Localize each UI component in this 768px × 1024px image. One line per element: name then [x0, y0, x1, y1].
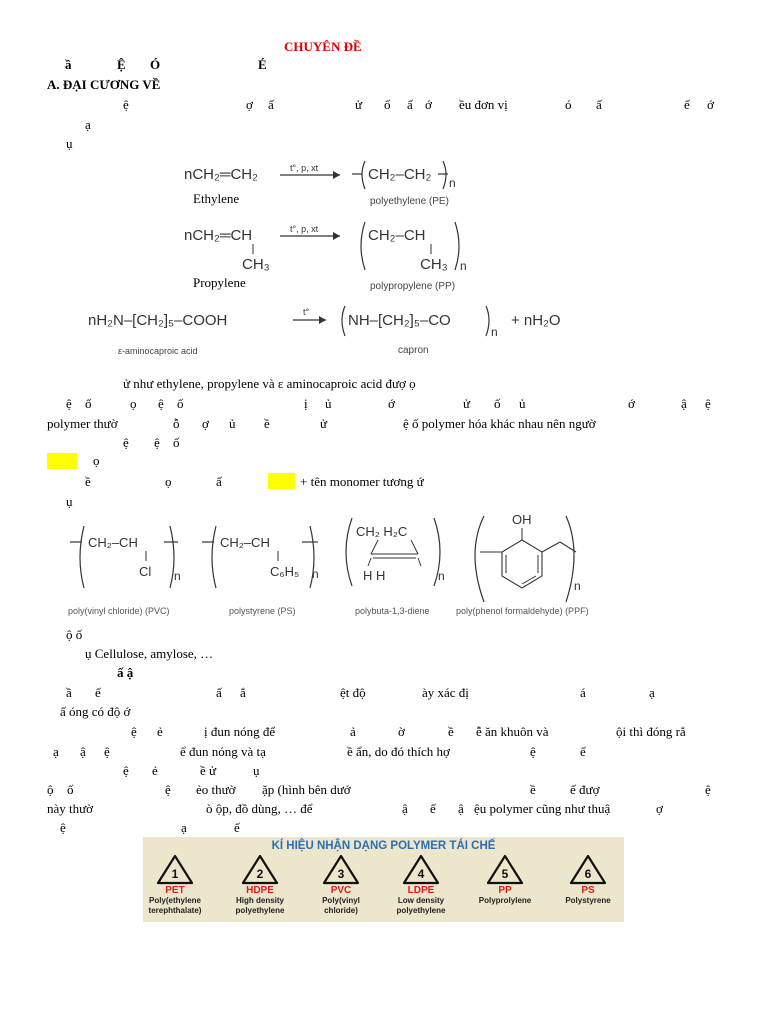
recycle-triangle-icon: [548, 852, 628, 888]
product-name: polyethylene (PE): [370, 196, 449, 207]
svg-text:n: n: [312, 567, 319, 581]
paragraph-fragment: ớ: [388, 396, 395, 411]
structure-main: CH₂–CH: [88, 535, 138, 550]
svg-text:n: n: [438, 569, 445, 583]
product-name: capron: [398, 345, 429, 356]
reaction-condition: t°, p, xt: [290, 224, 319, 234]
prop-fragment: ễ ăn khuôn và: [476, 724, 549, 739]
naming-fragment: ọ: [165, 474, 172, 489]
subtitle-fragment: Ó: [150, 57, 161, 72]
prop-fragment: ụ: [253, 763, 260, 778]
panel-title: KÍ HIỆU NHẬN DẠNG POLYMER TÁI CHẾ: [271, 840, 496, 852]
product-name: polypropylene (PP): [370, 281, 456, 292]
arrow-head: [319, 316, 326, 324]
prop-fragment: ệ: [104, 744, 110, 759]
subtitle-fragment: ầ: [65, 57, 72, 72]
paragraph-fragment: ủ: [229, 416, 236, 431]
byproduct-formula: + nH₂O: [511, 312, 561, 329]
prop-fragment: ệ: [705, 782, 711, 797]
structure-main: CH₂ H₂C: [356, 524, 408, 539]
prop-fragment: ề: [530, 782, 536, 797]
naming-example: ụ: [66, 494, 73, 509]
paragraph-fragment: ề: [264, 416, 270, 431]
recycle-triangle-icon: [465, 852, 545, 888]
prop-fragment: ế: [580, 744, 586, 759]
prop-fragment: ờ: [398, 724, 405, 739]
recycle-desc: Polyprolylene: [478, 896, 532, 905]
paren-left: [342, 306, 345, 336]
paragraph-fragment: ệ: [158, 396, 164, 411]
recycle-code-pvc: [301, 852, 381, 922]
prop-fragment: ậ: [402, 801, 408, 816]
prop-fragment: ậ: [80, 744, 86, 759]
structure-polybutadiene: [346, 518, 445, 586]
naming-fragment: ấ: [216, 474, 222, 489]
prop-fragment: ề ử: [200, 763, 217, 778]
intro-fragment: ều đơn vị: [459, 97, 508, 112]
document-title: CHUYÊN ĐỀ: [284, 39, 362, 54]
reactant-formula: nH₂N–[CH₂]₅–COOH: [88, 312, 228, 329]
intro-fragment: ụ: [66, 136, 73, 151]
paragraph-fragment: ỗ: [173, 416, 180, 431]
subtitle-fragment: É: [258, 57, 267, 72]
paragraph-fragment: ệ ố polymer hóa khác nhau nên ngườ: [403, 416, 596, 431]
recycle-desc: chloride): [324, 906, 358, 915]
recycle-number: 2: [256, 867, 264, 881]
svg-text:n: n: [491, 325, 498, 339]
prop-fragment: ẻ: [152, 763, 158, 778]
intro-fragment: ớ: [707, 97, 714, 112]
recycle-abbr: PET: [165, 885, 185, 896]
structure-name: poly(vinyl chloride) (PVC): [68, 606, 170, 616]
recycle-abbr: PP: [498, 885, 512, 896]
prop-fragment: ế: [95, 685, 101, 700]
prop-fragment: ệ: [131, 724, 137, 739]
prop-fragment: ẻ: [157, 724, 163, 739]
product-formula: NH–[CH₂]₅–CO: [348, 312, 451, 329]
intro-fragment: ệ: [123, 97, 129, 112]
structure-sub: Cl: [139, 564, 152, 579]
recycling-codes-panel: [143, 837, 624, 922]
reactant-name: ε-aminocaproic acid: [118, 346, 198, 356]
paragraph-fragment: ố: [177, 396, 184, 411]
prop-fragment: ắ: [240, 685, 246, 700]
recycle-number: 6: [584, 867, 592, 881]
recycle-code-pet: [135, 852, 215, 922]
svg-text:n: n: [460, 259, 467, 273]
paragraph-fragment: ố: [85, 396, 92, 411]
paren-right: [486, 306, 489, 336]
prop-fragment: ệ: [123, 763, 129, 778]
prop-fragment: ạ: [181, 820, 187, 835]
reaction-propylene: [180, 218, 480, 280]
paragraph-fragment: ậ: [681, 396, 687, 411]
prop-fragment: ị đun nóng để: [204, 724, 276, 739]
recycle-abbr: LDPE: [407, 885, 435, 896]
paragraph-fragment: polymer thườ: [47, 416, 118, 431]
prop-fragment: ệ: [165, 782, 171, 797]
paragraph-fragment: ố: [494, 396, 501, 411]
svg-text:n: n: [574, 579, 581, 593]
paren-right: [455, 222, 459, 270]
recycle-number: 4: [417, 867, 425, 881]
structure-name: polystyrene (PS): [229, 606, 296, 616]
recycle-code-ps: [548, 852, 628, 922]
recycle-desc: High density: [235, 896, 284, 905]
paren-right: [443, 161, 446, 189]
prop-fragment: ệu polymer cũng như thuậ: [474, 801, 611, 816]
subtitle-fragment: Ệ: [117, 57, 126, 72]
recycle-desc: Poly(vinyl: [322, 896, 360, 905]
paragraph-fragment: ử: [320, 416, 328, 431]
prop-fragment: ả: [350, 724, 356, 739]
recycle-codes-row: [143, 852, 624, 922]
reactant-substituent: CH₃: [242, 256, 270, 273]
intro-fragment: ử: [355, 97, 363, 112]
intro-fragment: ấ: [407, 97, 413, 112]
paragraph-fragment: ử: [463, 396, 471, 411]
prop-fragment: ế: [234, 820, 240, 835]
structure-sub: C₆H₅: [270, 564, 300, 579]
prop-fragment: ệ: [60, 820, 66, 835]
prop-fragment: ấ: [216, 685, 222, 700]
reaction-caprolactam: [86, 300, 586, 342]
recycle-abbr: HDPE: [246, 885, 274, 896]
intro-fragment: ấ: [268, 97, 274, 112]
svg-text:n: n: [449, 176, 456, 190]
structure-ps: [202, 526, 319, 588]
highlight-box: [268, 473, 295, 489]
paragraph-line: ử như ethylene, propylene và ε aminocaproic acid đượ ọ: [123, 376, 416, 391]
reactant-name: Propylene: [193, 275, 246, 290]
prop-fragment: ề ẩn, do đó thích hợ: [347, 744, 450, 759]
polymer-structures: [66, 508, 636, 626]
prop-fragment: ội thì đóng rắ: [616, 724, 686, 739]
paragraph-fragment: ọ: [130, 396, 137, 411]
recycle-number: 5: [501, 867, 509, 881]
prop-fragment: ạ: [649, 685, 655, 700]
prop-fragment: ầ: [66, 685, 72, 700]
prop-fragment: ạ: [53, 744, 59, 759]
product-formula: CH₂–CH: [368, 227, 426, 244]
reactant-name: Ethylene: [193, 191, 240, 206]
paragraph-fragment: ủ: [519, 396, 526, 411]
prop-fragment: á: [580, 685, 586, 700]
naming-heading: [47, 453, 100, 469]
recycle-desc: terephthalate): [148, 906, 202, 915]
prop-fragment: ế đượ: [570, 782, 600, 797]
intro-fragment: ó: [565, 97, 572, 112]
intro-fragment: ạ: [85, 117, 91, 132]
svg-text:n: n: [174, 569, 181, 583]
reactant-formula: nCH₂═CH₂: [184, 166, 258, 183]
paragraph-fragment: ệ: [154, 435, 160, 450]
intro-fragment: ố: [384, 97, 391, 112]
prop-fragment: ậ: [458, 801, 464, 816]
prop-fragment: ò ộp, đồ dùng, … để: [206, 801, 313, 816]
intro-fragment: ấ: [596, 97, 602, 112]
prop-fragment: ể đun nóng và tạ: [180, 744, 266, 759]
prop-fragment: ẻo thườ: [196, 782, 236, 797]
product-formula: CH₂–CH₂: [368, 166, 432, 183]
structure-sub: H H: [363, 568, 386, 583]
recycle-abbr: PVC: [330, 885, 352, 896]
recycle-desc: polyethylene: [396, 906, 446, 915]
recycle-triangle-icon: [301, 852, 381, 888]
naming-rule: + tên monomer tương ứ: [300, 474, 424, 489]
structure-main: OH: [512, 512, 532, 527]
arrow-head: [333, 171, 340, 179]
paragraph-fragment: ớ: [628, 396, 635, 411]
recycle-code-pp: [465, 852, 545, 922]
structure-name: poly(phenol formaldehyde) (PPF): [456, 606, 589, 616]
prop-fragment: ệt độ: [340, 685, 366, 700]
reactant-formula: nCH₂═CH: [184, 227, 253, 244]
prop-fragment: ố: [67, 782, 74, 797]
natural-line: ộ ố: [66, 627, 83, 642]
section-heading: A. ĐẠI CƯƠNG VỀ: [47, 77, 161, 92]
prop-fragment: ệ: [530, 744, 536, 759]
intro-fragment: ợ: [246, 97, 253, 112]
paragraph-fragment: ợ: [202, 416, 209, 431]
product-substituent: CH₃: [420, 256, 448, 273]
recycle-desc: Low density: [397, 896, 445, 905]
prop-fragment: này thườ: [47, 801, 94, 816]
recycle-triangle-icon: [220, 852, 300, 888]
prop-fragment: ặp (hình bên dướ: [262, 782, 351, 797]
prop-fragment: ộ: [47, 782, 54, 797]
paren-left: [361, 222, 365, 270]
natural-line: ụ Cellulose, amylose, …: [85, 646, 214, 661]
paragraph-fragment: ủ: [325, 396, 332, 411]
arrow-head: [333, 232, 340, 240]
intro-fragment: ớ: [425, 97, 432, 112]
paragraph-fragment: ệ: [123, 435, 129, 450]
reaction-condition: t°: [303, 307, 310, 317]
recycle-triangle-icon: [381, 852, 461, 888]
structure-ppf: [475, 512, 581, 602]
prop-fragment: ợ: [656, 801, 663, 816]
properties-heading: ấ ậ: [117, 665, 134, 680]
prop-fragment: ày xác đị: [422, 685, 469, 700]
recycle-desc: Poly(ethylene: [148, 896, 201, 905]
recycle-code-ldpe: [381, 852, 461, 922]
reaction-condition: t°, p, xt: [290, 163, 319, 173]
prop-line: ấ óng có độ ớ: [60, 704, 131, 719]
structure-main: CH₂–CH: [220, 535, 270, 550]
paragraph-fragment: ố: [173, 435, 180, 450]
paragraph-fragment: ệ: [705, 396, 711, 411]
structure-name: polybuta-1,3-diene: [355, 606, 430, 616]
prop-fragment: ề: [448, 724, 454, 739]
paren-left: [362, 161, 365, 189]
recycle-code-hdpe: [220, 852, 300, 922]
recycle-triangle-icon: [135, 852, 215, 888]
recycle-abbr: PS: [581, 885, 595, 896]
naming-label: ọ: [93, 453, 100, 468]
intro-fragment: ế: [684, 97, 690, 112]
recycle-desc: Polystyrene: [565, 896, 611, 905]
structure-pvc: [70, 526, 181, 588]
recycle-number: 1: [171, 867, 179, 881]
prop-fragment: ế: [430, 801, 436, 816]
paragraph-fragment: ệ: [66, 396, 72, 411]
recycle-number: 3: [337, 867, 345, 881]
recycle-desc: polyethylene: [235, 906, 285, 915]
naming-fragment: ề: [85, 474, 91, 489]
paragraph-fragment: ị: [304, 396, 308, 411]
